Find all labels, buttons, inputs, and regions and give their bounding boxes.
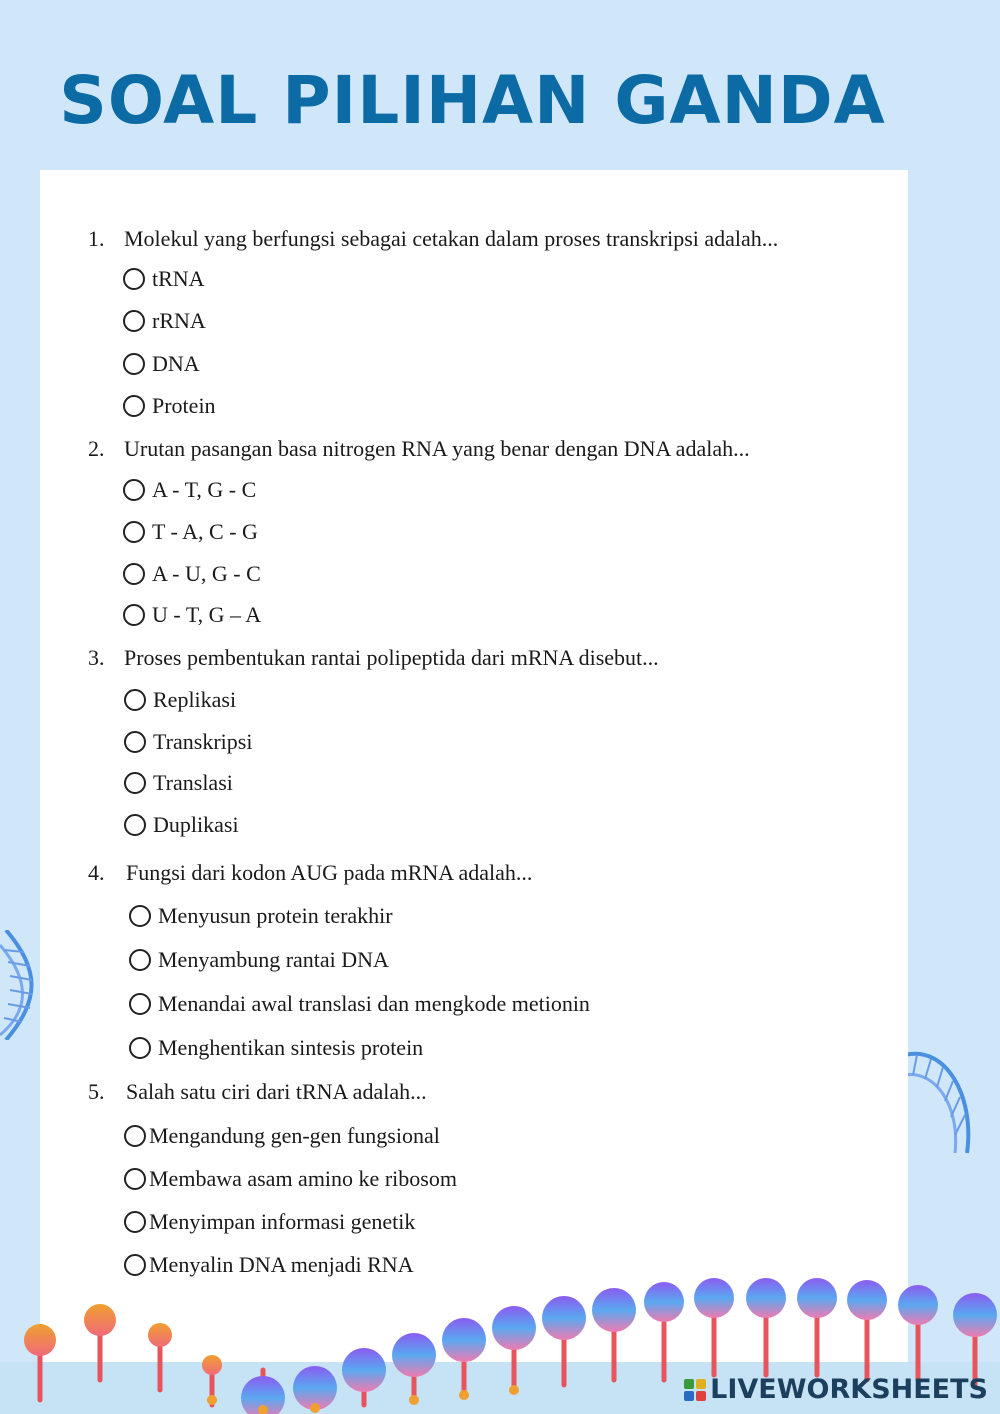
radio-icon[interactable]: [129, 993, 151, 1015]
radio-icon[interactable]: [124, 689, 146, 711]
q1-option-a[interactable]: [123, 266, 205, 292]
q5-option-b[interactable]: [124, 1166, 457, 1192]
option-label: T - A, C - G: [152, 519, 258, 544]
option-label: DNA: [152, 351, 200, 376]
option-label: tRNA: [152, 266, 205, 291]
radio-icon[interactable]: [124, 1168, 146, 1190]
radio-icon[interactable]: [123, 268, 145, 290]
liveworksheets-logo-icon: [684, 1379, 706, 1401]
q4-option-d[interactable]: [129, 1035, 423, 1061]
page-title: SOAL PILIHAN GANDA: [59, 62, 886, 139]
brand-text: LIVEWORKSHEETS: [710, 1374, 988, 1405]
radio-icon[interactable]: [123, 479, 145, 501]
brand-logo[interactable]: [684, 1374, 988, 1405]
q4-option-b[interactable]: [129, 947, 389, 973]
option-label: U - T, G – A: [152, 602, 262, 627]
question-text: Fungsi dari kodon AUG pada mRNA adalah...: [126, 860, 533, 885]
radio-icon[interactable]: [123, 563, 145, 585]
q1-option-d[interactable]: [123, 393, 216, 419]
radio-icon[interactable]: [124, 731, 146, 753]
option-label: Mengandung gen-gen fungsional: [149, 1123, 440, 1148]
radio-icon[interactable]: [129, 905, 151, 927]
q3-option-a[interactable]: [124, 687, 236, 713]
option-label: Replikasi: [153, 687, 237, 712]
q1-option-b[interactable]: [123, 308, 206, 334]
option-label: Menghentikan sintesis protein: [158, 1035, 424, 1060]
radio-icon[interactable]: [124, 1125, 146, 1147]
q1-option-c[interactable]: [123, 351, 200, 377]
option-label: Menyimpan informasi genetik: [149, 1209, 416, 1234]
question-number: 5.: [88, 1079, 105, 1104]
radio-icon[interactable]: [123, 395, 145, 417]
option-label: Duplikasi: [153, 812, 239, 837]
radio-icon[interactable]: [123, 310, 145, 332]
radio-icon[interactable]: [129, 949, 151, 971]
radio-icon[interactable]: [123, 521, 145, 543]
q3-option-c[interactable]: [124, 770, 233, 796]
dna-helix-right-icon: [905, 1045, 980, 1155]
option-label: Menyalin DNA menjadi RNA: [149, 1252, 414, 1277]
q2-option-b[interactable]: [123, 519, 258, 545]
radio-icon[interactable]: [124, 772, 146, 794]
radio-icon[interactable]: [123, 353, 145, 375]
option-label: Menandai awal translasi dan mengkode metionin: [158, 991, 590, 1016]
q2-option-a[interactable]: [123, 477, 256, 503]
radio-icon[interactable]: [123, 604, 145, 626]
question-text: Urutan pasangan basa nitrogen RNA yang benar dengan DNA adalah...: [124, 436, 750, 461]
q2-option-d[interactable]: [123, 602, 261, 628]
radio-icon[interactable]: [124, 1211, 146, 1233]
worksheet-panel: [40, 170, 908, 1365]
q4-option-a[interactable]: [129, 903, 393, 929]
q5-option-c[interactable]: [124, 1209, 415, 1235]
q2-option-c[interactable]: [123, 561, 261, 587]
question-number: 1.: [88, 226, 105, 251]
question-number: 4.: [88, 860, 105, 885]
radio-icon[interactable]: [129, 1037, 151, 1059]
option-label: Translasi: [153, 770, 233, 795]
q3-option-d[interactable]: [124, 812, 239, 838]
question-number: 2.: [88, 436, 105, 461]
q4-option-c[interactable]: [129, 991, 590, 1017]
question-text: Salah satu ciri dari tRNA adalah...: [126, 1079, 427, 1104]
option-label: Menyusun protein terakhir: [158, 903, 393, 928]
option-label: A - T, G - C: [152, 477, 257, 502]
question-text: Molekul yang berfungsi sebagai cetakan dalam proses transkripsi adalah...: [124, 226, 779, 251]
option-label: Membawa asam amino ke ribosom: [149, 1166, 457, 1191]
q5-option-a[interactable]: [124, 1123, 440, 1149]
option-label: Protein: [152, 393, 216, 418]
option-label: rRNA: [152, 308, 206, 333]
option-label: A - U, G - C: [152, 561, 261, 586]
question-number: 3.: [88, 645, 105, 670]
option-label: Menyambung rantai DNA: [158, 947, 389, 972]
question-text: Proses pembentukan rantai polipeptida dari mRNA disebut...: [124, 645, 659, 670]
q3-option-b[interactable]: [124, 729, 252, 755]
option-label: Transkripsi: [153, 729, 253, 754]
radio-icon[interactable]: [124, 814, 146, 836]
